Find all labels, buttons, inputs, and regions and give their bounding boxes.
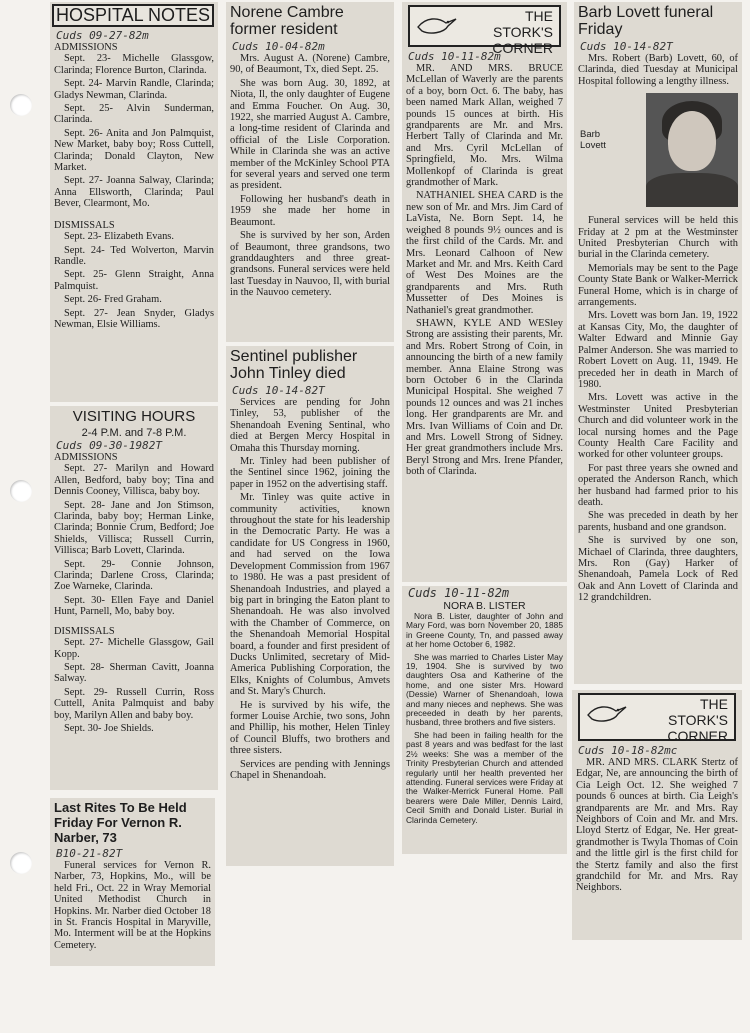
- admission-entry: Sept. 29- Connie Johnson, Clarinda; Darlene Cross, Clarinda; Zoe Warneke, Clarinda.: [54, 558, 214, 593]
- lovett-clipping: [574, 2, 742, 684]
- banner-line: CORNER: [492, 40, 553, 56]
- dismissals-label: DISMISSALS: [54, 219, 115, 231]
- tinley-paragraph: Mr. Tinley was quite active in community activities, known throughout the state for his leadership in the Democratic Party. He was a candidate for US Congress in 1960, and had served on the Iowa Development Commission from 1967 to 1980. He was a past president of Shenandoah Industries, and played a big part in bringing the Eaton plant to Shenandoah. He was also involved with the Chamber of Commerce, on the Shenandoah Memorial Hospital board, a founder and first president of Ducks Unlimited, secretary of Mid-America Publishing Corporation, the Elks, Knights of Columbus, Amvets and St. Mary's Church.: [230, 492, 390, 698]
- storks-corner-banner: [408, 5, 561, 56]
- admission-entry: Sept. 26- Anita and Jon Palmquist, New Market, baby boy; Ross Cuttell, Clarinda; Donald Clayton, New Market.: [54, 127, 214, 174]
- admissions-label: ADMISSIONS: [54, 42, 118, 53]
- dismissal-entry: Sept. 29- Russell Currin, Ross Cuttell, Anita Palmquist and baby boy, Marilyn Allen and baby boy.: [54, 686, 214, 721]
- lovett-paragraph: She was preceded in death by her parents, husband and one grandson.: [578, 510, 738, 533]
- binder-hole: [10, 480, 32, 502]
- admission-entry: Sept. 30- Ellen Faye and Daniel Hunt, Parnell, Mo, baby boy.: [54, 594, 214, 618]
- banner-line: THE: [700, 696, 728, 712]
- tinley-headline: Sentinel publisher John Tinley died: [230, 348, 358, 382]
- binder-hole: [10, 94, 32, 116]
- banner-line: STORK'S: [493, 24, 553, 40]
- dismissal-entry: Sept. 26- Fred Graham.: [64, 294, 162, 306]
- visiting-hours-clipping: [50, 406, 218, 790]
- dismissal-entry: Sept. 25- Glenn Straight, Anna Palmquist.: [54, 269, 214, 292]
- admission-entry: Sept. 28- Jane and Jon Stimson, Clarinda, baby boy; Herman Linke, Clarinda; Bonnie Crum, Bedford; Joe Shields, Villisca; Russell Currin, Villisca; Barb Lovett, Clarinda.: [54, 499, 214, 557]
- photo-caption: Lovett: [580, 140, 606, 152]
- cambre-paragraph: She is survived by her son, Arden of Beaumont, three grandsons, two granddaughters and three great-grandsons. Funeral services were held last Tuesday in Nauvoo, Il, with burial in the Nauvoo cemetery.: [230, 230, 390, 299]
- lovett-paragraph: She is survived by one son, Michael of Clarinda, three daughters, Mrs. Ron (Gay) Harker of Shenandoah, Pamela Lock of Red Oak and Ann Lovett of Clarinda and 12 grandchildren.: [578, 535, 738, 604]
- lister-paragraph: She was married to Charles Lister May 19, 1904. She is survived by two daughters Osa and Katherine of the home, and one sister Mrs. Howard (Dessie) Warner of Shenandoah, Iowa and many nieces and nephews. She was preceeded in death by her parents, husband, three brothers and five sisters.: [406, 651, 563, 728]
- visiting-hours-times: 2-4 P.M. and 7-8 P.M.: [81, 427, 187, 439]
- lister-paragraph: Nora B. Lister, daughter of John and Mary Ford, was born November 20, 1885 in Greene County, Tn, and passed away at her home October 6, 1982.: [406, 611, 563, 650]
- tinley-paragraph: He is survived by his wife, the former Louise Archie, two sons, John and Phillip, his mother, Helen Tinley of Council Bluffs, two brothers and three sisters.: [230, 699, 390, 757]
- dismissal-entry: Sept. 27- Jean Snyder, Gladys Newman, Elsie Williams.: [54, 307, 214, 330]
- cambre-paragraph: Mrs. August A. (Norene) Cambre, 90, of Beaumont, Tx, died Sept. 25.: [230, 53, 390, 76]
- cambre-paragraph: She was born Aug. 30, 1892, at Niota, Il, the only daughter of Eugene and Emma Foucher. On Aug. 30, 1922, she married August A. Cambre, a long-time resident of Clarinda and official of the Lisle Corporation. While in Clarinda she was an active member of the McKinley School PTA for several years and served one term as president.: [230, 77, 390, 192]
- admission-entry: Sept. 27- Marilyn and Howard Allen, Bedford, baby boy; Tina and Dennis Cooney, Villisca, baby boy.: [54, 463, 214, 498]
- cambre-clipping: [226, 2, 394, 342]
- tinley-clipping: [226, 346, 394, 866]
- cambre-paragraph: Following her husband's death in 1959 she made her home in Beaumont.: [230, 193, 390, 228]
- lister-headline: NORA B. LISTER: [443, 600, 526, 612]
- birth-announcement: MR. AND MRS. CLARK Stertz of Edgar, Ne, are announcing the birth of Cia Leigh Oct. 12. She weighed 7 pounds 6 ounces at birth. Cia Leigh's grandparents are Mr. and Mrs. Ray Neighbors of Coin and Mr. and Mrs. Lloyd Stertz of Edgar, Ne. Her great-grandmother is Twyla Thomas of Coin and the little girl is the first child for the Stertz family and also the first grandchild for Mr. and Mrs. Ray Neighbors.: [576, 757, 738, 894]
- admission-entry: Sept. 23- Michelle Glassgow, Clarinda; Florence Burton, Clarinda.: [54, 53, 214, 76]
- handwritten-date: Cuds 10-18-82mc: [578, 744, 678, 757]
- lovett-portrait: [646, 93, 738, 207]
- narber-headline: Last Rites To Be Held Friday For Vernon R. Narber, 73: [54, 800, 187, 845]
- lister-clipping: [402, 586, 567, 854]
- storks-corner-banner: [578, 693, 736, 744]
- binder-hole: [10, 852, 32, 874]
- banner-line: CORNER: [667, 728, 728, 744]
- handwritten-date: Cuds 10-11-82m: [408, 50, 501, 63]
- storks-corner-clipping-2: [572, 690, 742, 940]
- visiting-hours-title: VISITING HOURS: [72, 408, 196, 425]
- birth-announcement: SHAWN, KYLE AND WESley Strong are assisting their parents, Mr. and Mrs. Robert Strong of Coin, in announcing the birth of a new family member. Anna Elaine Strong was born October 6 in the Clarinda Municipal Hospital. She weighed 7 pounds 12 ounces and was 21 inches long. Her grandparents are Mr. and Mrs. Ivan Williams of Coin and Dr. and Mrs. Lowell Strong of Sidney. Her great grandmothers include Mrs. Beryl Strong and Mrs. Irene Pfander, both of Clarinda.: [406, 317, 563, 478]
- handwritten-date: B10-21-82T: [56, 847, 123, 860]
- cambre-headline: Norene Cambre former resident: [230, 4, 344, 38]
- lister-paragraph: She had been in failing health for the past 8 years and was bedfast for the last 2½ weeks: She was a member of the Trinity Presbyterian Church and attended regularly until her health prevented her attending. Funeral services were Friday at the Walker-Merrick Funeral Home. Pall bearers were Dale Miller, Dennis Laird, Cecil Smith and Donald Lister. Burial in Clarinda Cemetery.: [406, 729, 563, 825]
- admission-entry: Sept. 24- Marvin Randle, Clarinda; Gladys Newman, Clarinda.: [54, 78, 214, 101]
- lovett-headline: Barb Lovett funeral Friday: [578, 4, 714, 38]
- dismissal-entry: Sept. 23- Elizabeth Evans.: [64, 231, 174, 243]
- lovett-paragraph: Mrs. Lovett was born Jan. 19, 1922 at Kansas City, Mo, the daughter of Walter Edward and Minnie Gay Palmer Anderson. She was married to Robert Lovett on Aug. 11, 1949. He preceded her in death in March of 1980.: [578, 310, 738, 390]
- admission-entry: Sept. 27- Joanna Salway, Clarinda; Anna Ellsworth, Clarinda; Paul Bever, Clearmont, Mo.: [54, 175, 214, 210]
- handwritten-date: Cuds 09-27-82m: [56, 29, 149, 42]
- lovett-paragraph: Funeral services will be held this Friday at 2 pm at the Westminster United Presbyterian Church with burial in the Clarinda cemetery.: [578, 215, 738, 261]
- admission-entry: Sept. 25- Alvin Sunderman, Clarinda.: [54, 103, 214, 126]
- photo-caption: Barb: [580, 129, 601, 141]
- dismissal-entry: Sept. 28- Sherman Cavitt, Joanna Salway.: [54, 661, 214, 685]
- stork-icon: [416, 13, 458, 39]
- birth-announcement: NATHANIEL SHEA CARD is the new son of Mr. and Mrs. Jim Card of LaVista, Ne. Born Sept. 14, he weighed 8 pounds 9½ ounces and is the first child of the Cards. Mr. and Mrs. Leonard Calhoon of New Market and Mr. and Mrs. Keith Card of West Des Moines are the grandparents and Mrs. Ruth Mussetter of Des Moines is Nathaniel's great grandmother.: [406, 190, 563, 316]
- narber-clipping: [50, 798, 215, 966]
- hospital-notes-title: HOSPITAL NOTES: [52, 4, 214, 27]
- lovett-paragraph: Mrs. Lovett was active in the Westminster United Presbyterian Church and did volunteer work in the local nursing homes and the Page County Health Care Facility and worked for other volunteer groups.: [578, 392, 738, 461]
- tinley-paragraph: Services are pending for John Tinley, 53, publisher of the Shenandoah Evening Sentinal, who died at Bergen Mercy Hospital in Omaha this Thursday morning.: [230, 397, 390, 454]
- dismissal-entry: Sept. 27- Michelle Glassgow, Gail Kopp.: [54, 637, 214, 660]
- lovett-lead: Mrs. Robert (Barb) Lovett, 60, of Clarinda, died Tuesday at Municipal Hospital following a lengthy illness.: [578, 53, 738, 87]
- narber-body: Funeral services for Vernon R. Narber, 73, Hopkins, Mo., will be held Fri., Oct. 22 in Wray Memorial United Methodist Church in Hopkins. Mr. Narber died October 18 in St. Francis Hospital in Maryville, Mo. Interment will be at the Hopkins Cemetery.: [54, 860, 211, 951]
- birth-announcement: MR. AND MRS. BRUCE McLellan of Waverly are the parents of a boy, born Oct. 6. The baby, has been named Mark Allan, weighed 7 pounds 15 ounces at birth. His grandparents are Mr. and Mrs. Herbert Tally of Clarinda and Mr. and Mrs. Cyril McLellan of Springfield, Mo. Mrs. Wilma Mollenkopf of Clarinda is great grandmother of Mark.: [406, 63, 563, 189]
- lovett-paragraph: Memorials may be sent to the Page County State Bank or Walker-Merrick Funeral Home, which is in charge of arrangements.: [578, 262, 738, 309]
- stork-icon: [586, 701, 628, 727]
- lovett-paragraph: For past three years she owned and operated the Anderson Ranch, which her husband had farmed prior to his death.: [578, 462, 738, 508]
- storks-corner-clipping: [402, 2, 567, 582]
- dismissal-entry: Sept. 30- Joe Shields.: [64, 722, 154, 734]
- handwritten-date: Cuds 10-14-82T: [232, 384, 325, 397]
- banner-line: STORK'S: [668, 712, 728, 728]
- admissions-label: ADMISSIONS: [54, 452, 118, 463]
- banner-line: THE: [525, 8, 553, 24]
- handwritten-date: Cuds 10-14-82T: [580, 40, 673, 53]
- tinley-paragraph: Services are pending with Jennings Chapel in Shenandoah.: [230, 758, 390, 781]
- tinley-paragraph: Mr. Tinley had been publisher of the Sentinel since 1962, joining the paper in 1952 on the advertising staff.: [230, 456, 390, 490]
- handwritten-date: Cuds 09-30-1982T: [56, 439, 162, 452]
- dismissal-entry: Sept. 24- Ted Wolverton, Marvin Randle.: [54, 244, 214, 267]
- handwritten-date: Cuds 10-11-82m: [408, 586, 510, 600]
- hospital-notes-clipping: [50, 2, 218, 402]
- dismissals-label: DISMISSALS: [54, 625, 115, 637]
- handwritten-date: Cuds 10-04-82m: [232, 40, 325, 53]
